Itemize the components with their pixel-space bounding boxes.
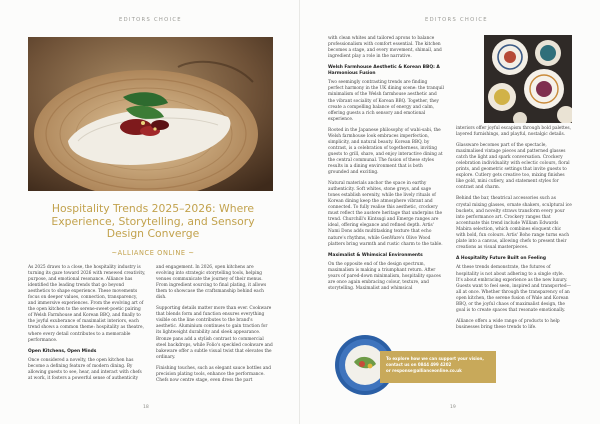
welsh-paragraph-2: Rooted in the Japanese philosophy of wabi-sabi, the Welsh farmhouse look embraces imperfection, simplicity, and natural beauty. Korean BBQ, by contrast, is a celebration of togetherness, inviting guests to grill, share, and enjoy interactive dining at the central communal. The fusion of these styles results in a dining environment that is both grounded and exciting.	[328, 127, 443, 176]
heading-future: A Hospitality Future Built on Feeling	[456, 255, 547, 261]
contact-phone-number[interactable]: contact us on 0844 499 4202	[386, 362, 452, 367]
open-kitchens-paragraph-4: Finishing touches, such as elegant sauce bottles and precision plating tools, enhance the performance. Chefs now centre stage, even dress the part	[156, 365, 271, 383]
open-kitchens-paragraph-5: with clean whites and tailored aprons to balance professionalism with comfort essential. The kitchen becomes a stage, and every movement, shimail, and ingredient play a role in the narrative.	[328, 36, 442, 60]
page-number-right: 19	[450, 405, 456, 410]
page-number-left: 18	[143, 405, 149, 410]
contact-callout-box	[380, 351, 496, 383]
right-column-2	[456, 126, 572, 336]
article-byline: ~ALLIANCE ONLINE ~	[111, 249, 195, 257]
maximalist-paragraph-4: Behind the bar, theatrical accessories such as crystal mixing glasses, ornate shakers, sculptural ice buckets, and novelty straws transform every pour into performance art. Crockery ranges that accentuate this trend include William Edwards Mabira selection, which combines eloquent chic with bold, fun colours. Artis' Boho range turns each plate into a canvas, allowing chefs to present their creations as visual masterpieces.	[456, 196, 572, 250]
future-paragraph-2: Alliance offers a wide range of products to help businesses bring these trends to life.	[456, 318, 560, 330]
contact-email-link[interactable]: or response@allianceonline.co.uk	[386, 368, 462, 373]
left-column-2	[156, 265, 273, 389]
intro-paragraph: As 2025 draws to a close, the hospitality industry is turning its gaze toward 2026 with renewed creativity, purpose, and emotional resonance. Alliance has identified the leading trends that go beyond aesthetics to shape experience. These movements focus on deeper values, connection, transparency, and immersive experiences. From the evolving art of the open kitchen to the serene-sweet-poetic pairing of Welsh Farmhouse and Korean BBQ, and finally to the joyful exuberance of maximalist interiors, each trend shows a common theme: hospitality as theatre, where every detail contributes to a memorable performance.	[28, 265, 146, 343]
welsh-paragraph-1: Two seemingly contrasting trends are finding perfect harmony in the UK dining scene: the tranquil minimalism of the Welsh farmhouse aesthetic and the vibrant sociality of Korean BBQ. Together, they create a compelling balance of energy and calm, offering guests a rich sensory and emotional experience.	[328, 80, 444, 122]
right-column-1	[328, 36, 444, 297]
article-title-line-3: Design Converge	[106, 227, 200, 241]
welsh-paragraph-3: Natural materials anchor the space in earthy authenticity. Soft whites, stone greys, and sage tones establish serenity, while the lively rituals of Korean dining keep the atmosphere vibrant and connected. To fully realise this aesthetic, crockery must reflect the austere heritage that underpins the trend. Churchill's Kintsugi and Emerge ranges are ideal, offering elegance and refined depth. Artis' Nami Dons adds multitasking texture that echo nature's rhythms, while GenWare's Olive Wood platters bring warmth and rustic charm to the table.	[328, 181, 443, 247]
running-header-left: EDITORS CHOICE	[119, 17, 182, 23]
open-kitchens-paragraph-1: Once considered a novelty, the open kitchen has become a defining feature of modern dining. By allowing guests to see, hear, and interact with chefs at work, it fosters a powerful sense of authenticity	[28, 358, 142, 382]
contact-callout-line-1: To explore how we can support your vision,	[386, 356, 484, 361]
left-column-1	[28, 265, 146, 387]
article-title-line-2: Experience, Storytelling, and Sensory	[51, 214, 255, 228]
article-title-line-1: Hospitality Trends 2025–2026: Where	[51, 202, 255, 215]
heading-open-kitchens: Open Kitchens, Open Minds	[28, 348, 97, 354]
running-header-right: EDITORS CHOICE	[425, 17, 488, 23]
open-kitchens-paragraph-2: and engagement. In 2026, open kitchens are evolving into strategic storytelling tools, helping venues communicate the journey of their menus. From ingredient sourcing to final plating, it allows them to showcase the craftsmanship behind each dish.	[156, 265, 267, 301]
open-kitchens-paragraph-3: Supporting details matter more than ever. Cookware that blends form and function ensures everything visible on the line contributes to the brand's aesthetic. Aluminium continues to gain traction for its lightweight durability and sleek appearance. Bronze pans add a stylish contrast to commercial steel backdrops, while Folio's speckled cookware and bakeware offer a subtle visual twist that elevates the ordinary.	[156, 306, 273, 360]
crockery-photo-illustration	[484, 35, 572, 123]
future-paragraph-1: At these trends demonstrate, the futures of hospitality is not about adhering to a single style. It's about embracing experience as the new luxury. Guests want to feel seen, inspired and transported—all at once. Whether through the transparency of an open kitchen, the serene fusion of Wale and Korean BBQ, or the joyful chaos of maximalist design, the goal is to create spaces that resonate emotionally.	[456, 265, 571, 313]
crockery-photo	[484, 35, 572, 123]
hero-photo-illustration	[28, 37, 273, 191]
heading-welsh-farmhouse: Welsh Farmhouse Aesthetic & Korean BBQ: A Harmonious Fusion	[328, 65, 440, 76]
maximalist-paragraph-3: Glassware becomes part of the spectacle, maximalised vintage pieces and patterned glasses catch the light and spark conversation. Crockery celebration individuality with eclectic colours, floral prints, and geometric settings that invite guests to explore. Cutlery gets creative too, mixing finishes like gold, mini cutlery, and statement styles for contrast and charm.	[456, 143, 570, 191]
maximalist-paragraph-2: interiors offer joyful escapism through bold palettes, layered furnishings, and playful, nostalgic details.	[456, 126, 571, 138]
article-title	[28, 203, 278, 241]
hero-photo-dish	[28, 37, 273, 191]
heading-maximalist: Maximalist & Whimsical Environments	[328, 252, 423, 258]
maximalist-paragraph-1: On the opposite end of the design spectrum, maximalism is making a triumphant return. After years of pared-down minimalism, hospitality spaces are once again embracing colour, texture, and storytelling. Maximalist and whimsical	[328, 262, 441, 292]
